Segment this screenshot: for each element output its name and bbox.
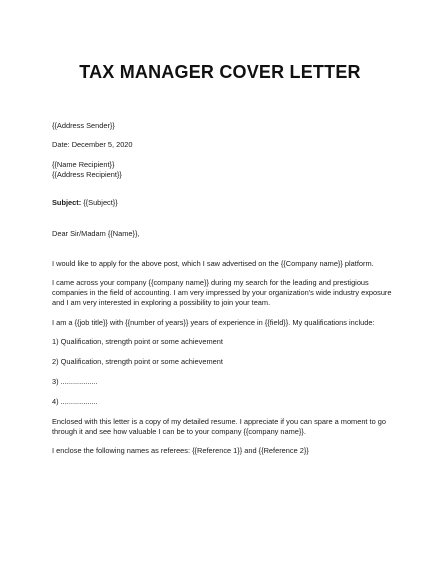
salutation: Dear Sir/Madam {{Name}}, [52, 229, 140, 238]
paragraph-2-line-2: companies in the field of accounting. I am very impressed by your organization's wide industry exposure [52, 288, 392, 297]
paragraph-4-line-1: Enclosed with this letter is a copy of my detailed resume. I appreciate if you can spare a moment to go [52, 417, 386, 426]
subject-line [52, 198, 118, 208]
paragraph-2-line-3: and I am very interested in exploring a possibility to join your team. [52, 298, 271, 307]
date-line: Date: December 5, 2020 [52, 140, 133, 149]
paragraph-1: I would like to apply for the above post, which I saw advertised on the {{Company name}} platform. [52, 259, 374, 268]
address-sender: {{Address Sender}} [52, 121, 115, 130]
document-title: TAX MANAGER COVER LETTER [79, 62, 361, 82]
address-recipient: {{Address Recipient}} [52, 170, 122, 179]
subject-label: Subject: [52, 198, 82, 207]
qualification-item-2: 2) Qualification, strength point or some achievement [52, 357, 223, 366]
qualification-item-4: 4) .................. [52, 397, 98, 406]
paragraph-4-line-2: through it and see how valuable I can be to your company {{company name}}. [52, 427, 306, 436]
paragraph-2-line-1: I came across your company {{company name}} during my search for the leading and prestigious [52, 278, 369, 287]
name-recipient: {{Name Recipient}} [52, 160, 115, 169]
qualification-item-1: 1) Qualification, strength point or some achievement [52, 337, 223, 346]
subject-value: {{Subject}} [81, 198, 118, 207]
paragraph-3: I am a {{job title}} with {{number of years}} years of experience in {{field}}. My qualifications include: [52, 318, 375, 327]
qualification-item-3: 3) .................. [52, 377, 98, 386]
paragraph-5: I enclose the following names as referees: {{Reference 1}} and {{Reference 2}} [52, 446, 309, 455]
